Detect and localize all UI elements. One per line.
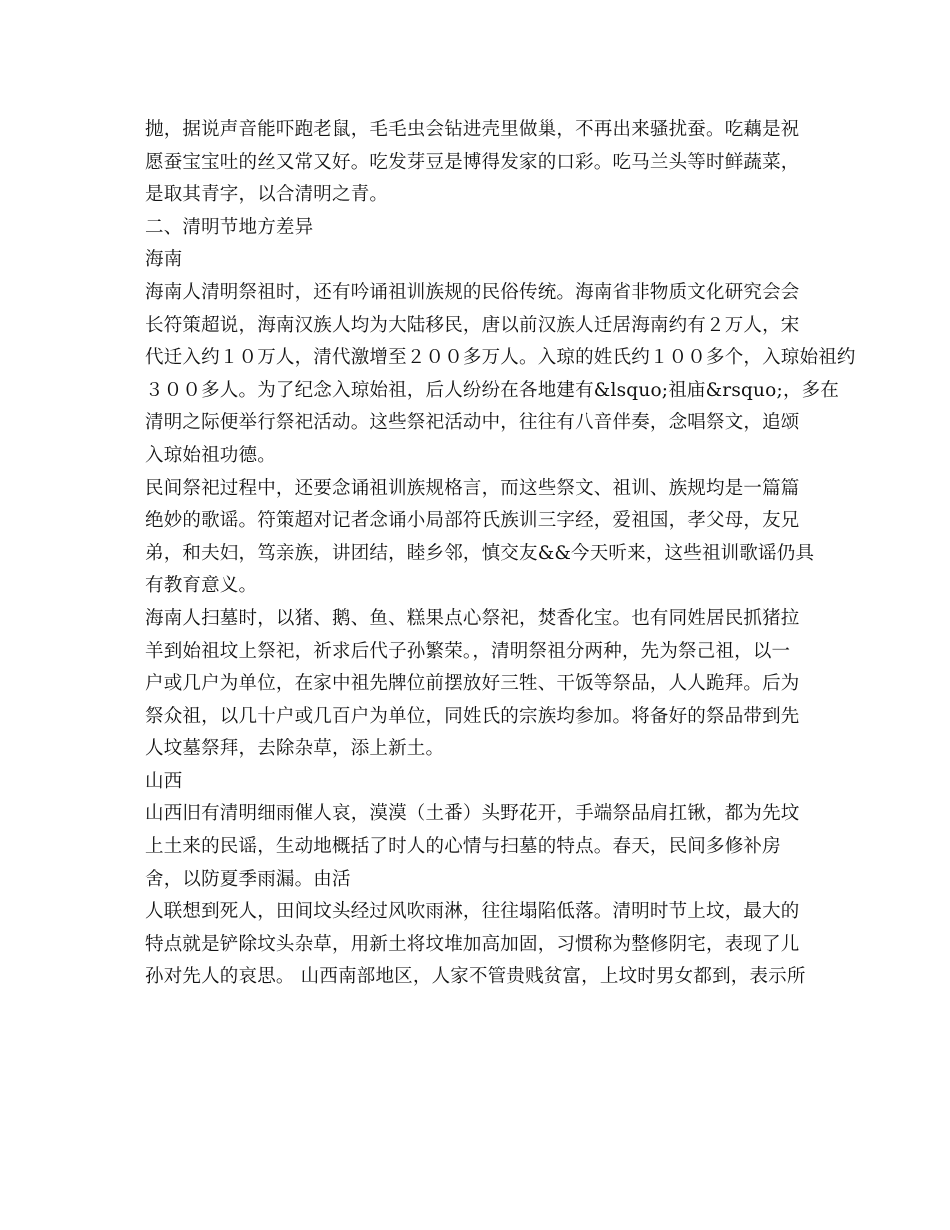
text-line: 弟，和夫妇，笃亲族，讲团结，睦乡邻，慎交友&&今天听来，这些祖训歌谣仍具 (145, 542, 815, 564)
text-line: 孙对先人的哀思。 山西南部地区，人家不管贵贱贫富，上坟时男女都到，表示所 (145, 966, 806, 988)
text-line: 人坟墓祭拜，去除杂草，添上新土。 (145, 738, 445, 760)
section-heading: 二、清明节地方差异 (145, 216, 314, 238)
subsection-heading-shanxi: 山西 (145, 770, 183, 792)
text-line: 愿蚕宝宝吐的丝又常又好。吃发芽豆是博得发家的口彩。吃马兰头等时鲜蔬菜， (145, 151, 800, 173)
text-line: 羊到始祖坟上祭祀，祈求后代子孙繁荣。，清明祭祖分两种，先为祭己祖，以一 (145, 640, 791, 662)
text-line: 舍，以防夏季雨漏。由活 (145, 868, 351, 890)
text-line: 山西旧有清明细雨催人哀，漠漠（土番）头野花开，手端祭品肩扛锹，都为先坟 (145, 803, 800, 825)
text-line: 户或几户为单位，在家中祖先牌位前摆放好三牲、干饭等祭品，人人跪拜。后为 (145, 673, 800, 695)
text-line: 特点就是铲除坟头杂草，用新土将坟堆加高加固，习惯称为整修阴宅，表现了儿 (145, 933, 800, 955)
text-line: 有教育意义。 (145, 575, 258, 597)
text-line: 海南人扫墓时，以猪、鹅、鱼、糕果点心祭祀，焚香化宝。也有同姓居民抓猪拉 (145, 607, 800, 629)
text-line: 海南人清明祭祖时，还有吟诵祖训族规的民俗传统。海南省非物质文化研究会会 (145, 281, 800, 303)
text-line: 清明之际便举行祭祀活动。这些祭祀活动中，往往有八音伴奏，念唱祭文，追颂 (145, 412, 800, 434)
text-line: 祭众祖，以几十户或几百户为单位，同姓氏的宗族均参加。将备好的祭品带到先 (145, 705, 800, 727)
document-body (145, 114, 856, 994)
text-line: 上土来的民谣，生动地概括了时人的心情与扫墓的特点。春天，民间多修补房 (145, 836, 781, 858)
text-line: 民间祭祀过程中，还要念诵祖训族规格言，而这些祭文、祖训、族规均是一篇篇 (145, 477, 800, 499)
subsection-heading-hainan: 海南 (145, 249, 183, 271)
text-line: 是取其青字，以合清明之青。 (145, 184, 389, 206)
text-line: 入琼始祖功德。 (145, 444, 276, 466)
text-line: 绝妙的歌谣。符策超对记者念诵小局部符氏族训三字经，爱祖国，孝父母，友兄 (145, 510, 800, 532)
text-line: 代迁入约１０万人，清代激增至２００多万人。入琼的姓氏约１００多个，入琼始祖约 (145, 347, 856, 369)
text-line: ３００多人。为了纪念入琼始祖，后人纷纷在各地建有&lsquo;祖庙&rsquo;，多在 (145, 379, 840, 401)
text-line: 长符策超说，海南汉族人均为大陆移民，唐以前汉族人迁居海南约有２万人，宋 (145, 314, 800, 336)
text-line: 抛，据说声音能吓跑老鼠，毛毛虫会钻进壳里做巢，不再出来骚扰蚕。吃藕是祝 (145, 119, 800, 140)
text-line: 人联想到死人，田间坟头经过风吹雨淋，往往塌陷低落。清明时节上坟，最大的 (145, 901, 800, 923)
